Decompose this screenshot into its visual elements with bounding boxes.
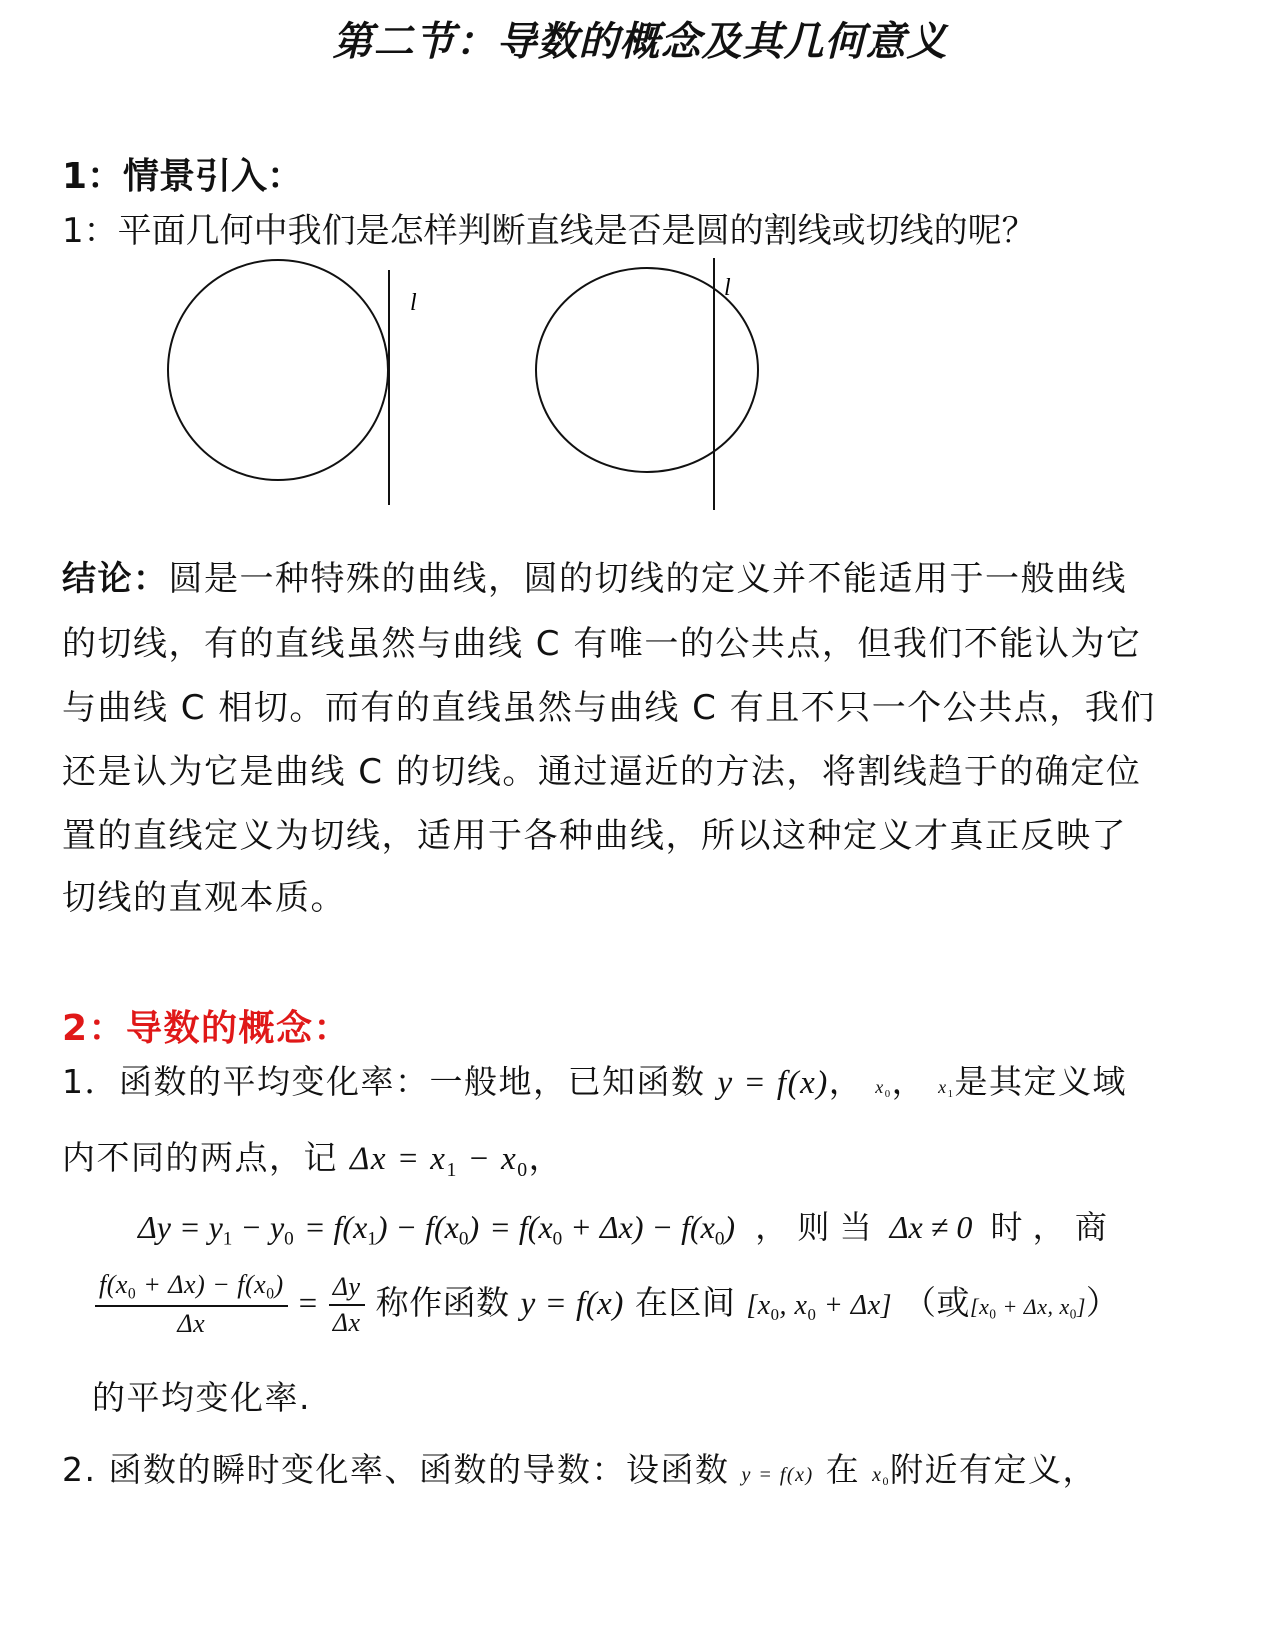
func-y-fx: y = f(x) [717, 1065, 829, 1101]
conclusion-line-4: 还是认为它是曲线 C 的切线。通过逼近的方法，将割线趋于的确定位 [62, 752, 1142, 792]
item1-line2: 内不同的两点，记 $\Delta x = x_1 - x_0$， [62, 1138, 564, 1181]
right-line-label: l [724, 275, 731, 301]
conclusion-line-5: 置的直线定义为切线，适用于各种曲线，所以这种定义才真正反映了 [62, 816, 1127, 856]
item1-line3: $\Delta y = y_1 - y_0 = f(x_1) - f(x_0) = f(x_0 + \Delta x) - f(x_0)$ ， 则 当 Δx ≠ 0 时 ， 商 [138, 1208, 1107, 1250]
item1-line4: $\frac{f(x_0 + \Delta x) - f(x_0)}{\Delta x}$ = $\frac{\Delta y}{\Delta x}$ 称作函数 y = f(x) 在区间 [$x_0$, $x_0 + \Delta x$] （或[$x_0 + \Delta x$, $x_0$]） [95, 1270, 1119, 1339]
conclusion-label: 结论： [62, 559, 169, 599]
conclusion-line-2: 的切线，有的直线虽然与曲线 C 有唯一的公共点，但我们不能认为它 [62, 624, 1142, 664]
item1-line5: 的平均变化率. [92, 1378, 311, 1417]
item2-line1: 2. 函数的瞬时变化率、函数的导数：设函数 y = f(x) 在 $x_0$附近有定义， [62, 1450, 1098, 1489]
left-circle [168, 260, 388, 480]
section-1-heading: 1：情景引入： [62, 156, 304, 197]
avg-rate-fraction: $\frac{f(x_0 + \Delta x) - f(x_0)}{\Delta x}$ [95, 1270, 288, 1339]
conclusion-line-3: 与曲线 C 相切。而有的直线虽然与曲线 C 有且不只一个公共点，我们 [62, 688, 1156, 728]
left-line-label: l [410, 290, 417, 316]
conclusion-line-6: 切线的直观本质。 [62, 878, 346, 918]
section-2-heading: 2：导数的概念： [62, 1008, 352, 1049]
section-1-question: 1：平面几何中我们是怎样判断直线是否是圆的割线或切线的呢？ [62, 211, 1036, 251]
circle-line-figure [0, 0, 1280, 560]
item1-line1: 1．函数的平均变化率：一般地，已知函数 y = f(x)， $x_0$， $x_1$是其定义域 [62, 1062, 1128, 1101]
conclusion-line-1: 结论：圆是一种特殊的曲线，圆的切线的定义并不能适用于一般曲线 [62, 559, 1127, 599]
page-title: 第二节：导数的概念及其几何意义 [332, 19, 948, 65]
